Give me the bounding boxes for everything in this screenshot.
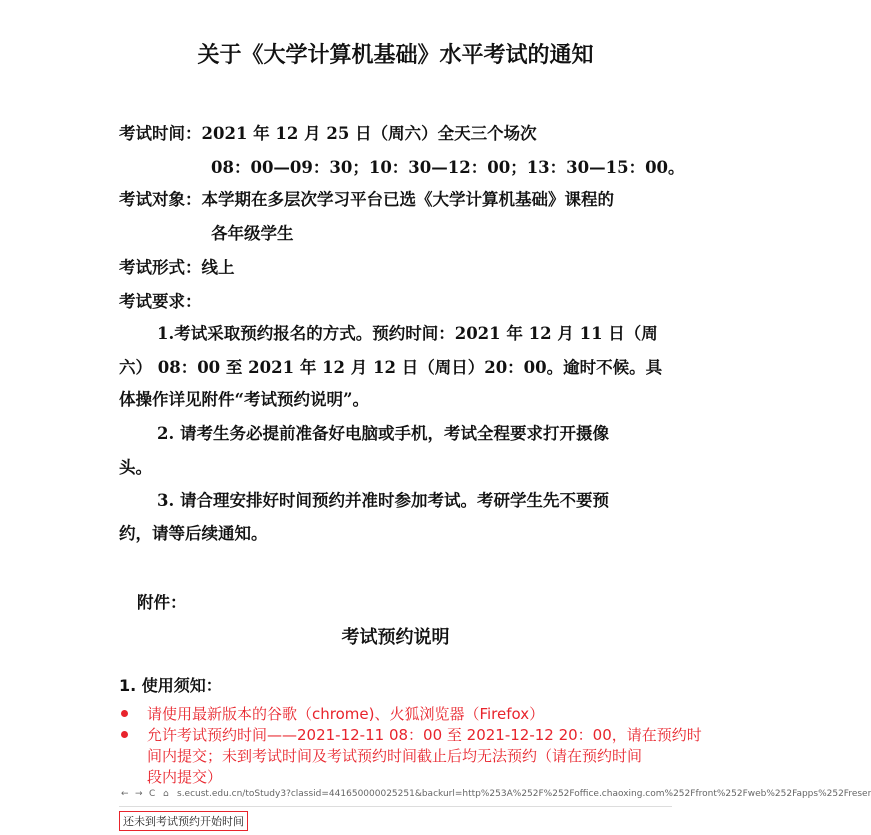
requirement-3-line1: 3. 请合理安排好时间预约并准时参加考试。考研学生先不要预 <box>157 491 609 510</box>
exam-target-label: 考试对象： <box>119 190 202 209</box>
status-message: 还未到考试预约开始时间 <box>119 811 248 831</box>
requirement-1-line2: 六） 08：00 至 2021 年 12 月 12 日（周日）20：00。逾时不候。具 <box>119 358 663 377</box>
url-bar[interactable]: s.ecust.edu.cn/toStudy3?classid=441650000025251&backurl=http%253A%252F%252Foffice.chaoxing.com%252Ffront%252Fweb%252Fapps%252Freser <box>177 789 871 799</box>
exam-time-sessions: 08：00—09：30；10：30—12：00；13：30—15：00。 <box>211 158 685 177</box>
exam-target-value: 本学期在多层次学习平台已选《大学计算机基础》课程的 <box>201 190 614 209</box>
home-icon[interactable]: ⌂ <box>163 789 169 799</box>
requirement-1-line3: 体操作详见附件“考试预约说明”。 <box>119 390 369 409</box>
exam-requirements-label: 考试要求： <box>119 292 202 311</box>
requirement-2-line1: 2. 请考生务必提前准备好电脑或手机，考试全程要求打开摄像 <box>157 424 609 443</box>
attachment-title: 考试预约说明 <box>341 627 450 648</box>
forward-arrow-icon[interactable]: → <box>135 789 143 799</box>
note-time-line1: 允许考试预约时间——2021-12-11 08：00 至 2021-12-12 20：00，请在预约时 <box>147 726 702 744</box>
exam-format-value: 线上 <box>201 258 235 277</box>
exam-target-line1 <box>119 186 614 210</box>
note-browser: 请使用最新版本的谷歌（chrome)、火狐浏览器（Firefox） <box>147 705 545 723</box>
exam-target-line2: 各年级学生 <box>211 224 294 243</box>
requirement-2-line2: 头。 <box>119 458 152 477</box>
note-time-line2: 间内提交；未到考试时间及考试预约时间截止后均无法预约（请在预约时间 <box>147 747 643 765</box>
page-title: 关于《大学计算机基础》水平考试的通知 <box>197 42 594 68</box>
exam-time-value: 2021 年 12 月 25 日（周六）全天三个场次 <box>201 124 537 143</box>
bullet-icon <box>121 710 128 717</box>
usage-heading: 1. 使用须知： <box>119 676 222 695</box>
note-time-line3: 段内提交） <box>147 768 223 786</box>
exam-time-line1 <box>119 120 537 144</box>
requirement-3-line2: 约，请等后续通知。 <box>119 524 268 543</box>
requirement-1-line1: 1.考试采取预约报名的方式。预约时间：2021 年 12 月 11 日（周 <box>157 324 658 343</box>
browser-navbar <box>119 786 871 807</box>
bullet-icon <box>121 731 128 738</box>
attachment-label: 附件： <box>137 593 187 612</box>
exam-time-label: 考试时间： <box>119 124 202 143</box>
reload-icon[interactable]: C <box>149 789 156 799</box>
back-arrow-icon[interactable]: ← <box>121 789 129 799</box>
exam-format-line <box>119 254 235 278</box>
exam-format-label: 考试形式： <box>119 258 202 277</box>
